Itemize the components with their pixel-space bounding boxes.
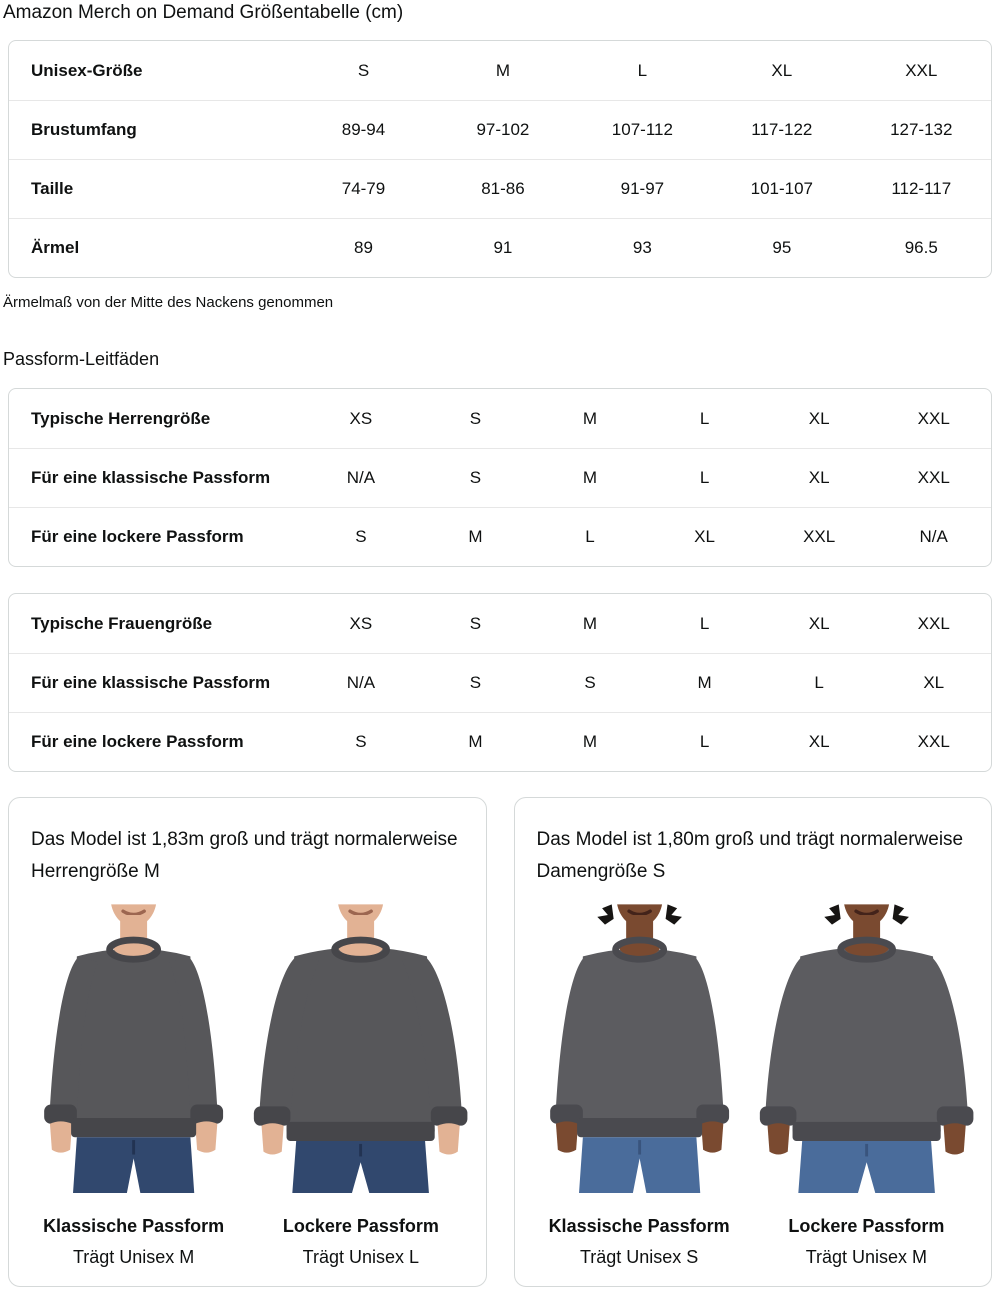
size-value: M xyxy=(495,60,511,80)
unisex-size-table xyxy=(8,40,992,278)
measure-value: 74-79 xyxy=(341,179,386,198)
fit-guides-heading: Passform-Leitfäden xyxy=(3,349,160,369)
table-row xyxy=(9,41,991,100)
size-value: XL xyxy=(808,732,830,751)
measure-value: 95 xyxy=(772,238,792,257)
size-chart-page xyxy=(0,2,1000,1293)
size-value: XL xyxy=(808,468,830,487)
size-value: M xyxy=(582,468,598,487)
size-value: XXL xyxy=(905,60,938,80)
size-value: S xyxy=(469,673,482,692)
size-value: L xyxy=(699,732,710,751)
size-value: S xyxy=(469,613,482,633)
measure-value: 101-107 xyxy=(750,179,814,198)
photo-classic-fit xyxy=(23,900,244,1268)
size-value: L xyxy=(699,408,710,428)
size-value: XXL xyxy=(917,468,950,487)
size-value: M xyxy=(468,732,483,751)
row-label: Ärmel xyxy=(31,238,80,257)
size-value: XS xyxy=(349,613,373,633)
measure-value: 81-86 xyxy=(481,179,525,198)
photo-caption xyxy=(250,1215,471,1268)
size-value: N/A xyxy=(346,673,376,692)
fit-label: Lockere Passform xyxy=(788,1216,945,1236)
size-value: L xyxy=(699,613,710,633)
photo-caption xyxy=(529,1215,750,1268)
page-title: Amazon Merch on Demand Größentabelle (cm) xyxy=(3,2,404,23)
row-label: Unisex-Größe xyxy=(31,60,143,80)
size-value: L xyxy=(814,673,824,692)
model-description: Das Model ist 1,83m groß und trägt normalerweise Herrengröße M xyxy=(31,829,458,882)
size-value: N/A xyxy=(919,527,948,546)
fit-label: Lockere Passform xyxy=(282,1216,439,1236)
photo-loose-fit xyxy=(250,900,471,1268)
photo-loose-fit xyxy=(756,900,977,1268)
size-value: M xyxy=(582,732,598,751)
size-value: M xyxy=(697,673,712,692)
measure-value: 107-112 xyxy=(611,120,673,139)
table-row xyxy=(9,712,991,771)
table-row xyxy=(9,448,991,507)
row-label: Typische Frauengröße xyxy=(31,613,213,633)
table-row xyxy=(9,159,991,218)
measure-value: 89 xyxy=(354,238,373,257)
model-photo xyxy=(756,900,977,1193)
row-label: Brustumfang xyxy=(31,120,137,139)
size-value: S xyxy=(469,408,482,428)
table-row xyxy=(9,218,991,277)
photo-caption xyxy=(23,1215,244,1268)
size-value: XL xyxy=(694,527,715,546)
size-value: XS xyxy=(349,408,373,428)
model-photo xyxy=(250,900,471,1193)
row-label: Für eine lockere Passform xyxy=(31,732,244,751)
row-label: Für eine klassische Passform xyxy=(31,468,271,487)
measure-value: 112-117 xyxy=(891,179,952,198)
model-cards-row xyxy=(8,797,992,1287)
measure-value: 91 xyxy=(493,238,513,257)
table-row xyxy=(9,100,991,159)
size-value: S xyxy=(357,60,370,80)
womens-fit-table xyxy=(8,593,992,772)
fit-label: Klassische Passform xyxy=(548,1216,730,1236)
measure-value: 91-97 xyxy=(620,179,665,198)
size-value: M xyxy=(582,613,598,633)
wears-label: Trägt Unisex L xyxy=(302,1247,420,1267)
photo-caption xyxy=(756,1215,977,1268)
size-value: XXL xyxy=(917,732,950,751)
size-value: L xyxy=(585,527,595,546)
row-label: Für eine lockere Passform xyxy=(31,527,244,546)
measure-value: 117-122 xyxy=(751,120,813,139)
measure-value: 97-102 xyxy=(476,120,530,139)
size-value: L xyxy=(637,60,648,80)
male-model-classic-figure xyxy=(23,900,244,1193)
size-value: S xyxy=(584,673,596,692)
photo-classic-fit xyxy=(529,900,750,1268)
row-label: Taille xyxy=(31,179,74,198)
model-description: Das Model ist 1,80m groß und trägt normalerweise Damengröße S xyxy=(536,829,964,882)
female-model-loose-figure xyxy=(756,900,977,1193)
wears-label: Trägt Unisex M xyxy=(805,1247,928,1267)
measure-value: 93 xyxy=(632,238,652,257)
size-value: XL xyxy=(808,408,830,428)
table-row xyxy=(9,653,991,712)
photos-row xyxy=(23,900,472,1268)
table-row xyxy=(9,507,991,566)
row-label: Typische Herrengröße xyxy=(31,408,211,428)
womens-model-card xyxy=(514,797,993,1287)
female-model-classic-figure xyxy=(529,900,750,1193)
row-label: Für eine klassische Passform xyxy=(31,673,271,692)
size-value: S xyxy=(355,527,367,546)
mens-fit-table xyxy=(8,388,992,567)
wears-label: Trägt Unisex M xyxy=(72,1247,195,1267)
size-value: XL xyxy=(771,60,793,80)
size-value: XL xyxy=(923,673,945,692)
wears-label: Trägt Unisex S xyxy=(579,1247,699,1267)
fit-label: Klassische Passform xyxy=(43,1216,225,1236)
measure-value: 96.5 xyxy=(904,238,938,257)
table-row xyxy=(9,389,991,448)
photos-row xyxy=(529,900,978,1268)
size-value: M xyxy=(468,527,483,546)
size-value: XXL xyxy=(803,527,836,546)
size-value: M xyxy=(582,408,598,428)
model-photo xyxy=(529,900,750,1193)
model-photo xyxy=(23,900,244,1193)
size-value: S xyxy=(469,468,482,487)
table-row xyxy=(9,594,991,653)
size-value: L xyxy=(699,468,710,487)
mens-model-card xyxy=(8,797,487,1287)
size-value: N/A xyxy=(346,468,376,487)
measure-value: 127-132 xyxy=(890,120,953,139)
measure-value: 89-94 xyxy=(341,120,386,139)
male-model-loose-figure xyxy=(250,900,471,1193)
size-value: XXL xyxy=(917,408,950,428)
size-value: XL xyxy=(808,613,830,633)
size-value: S xyxy=(355,732,367,751)
sleeve-measure-note: Ärmelmaß von der Mitte des Nackens genommen xyxy=(3,294,334,311)
size-value: XXL xyxy=(917,613,950,633)
